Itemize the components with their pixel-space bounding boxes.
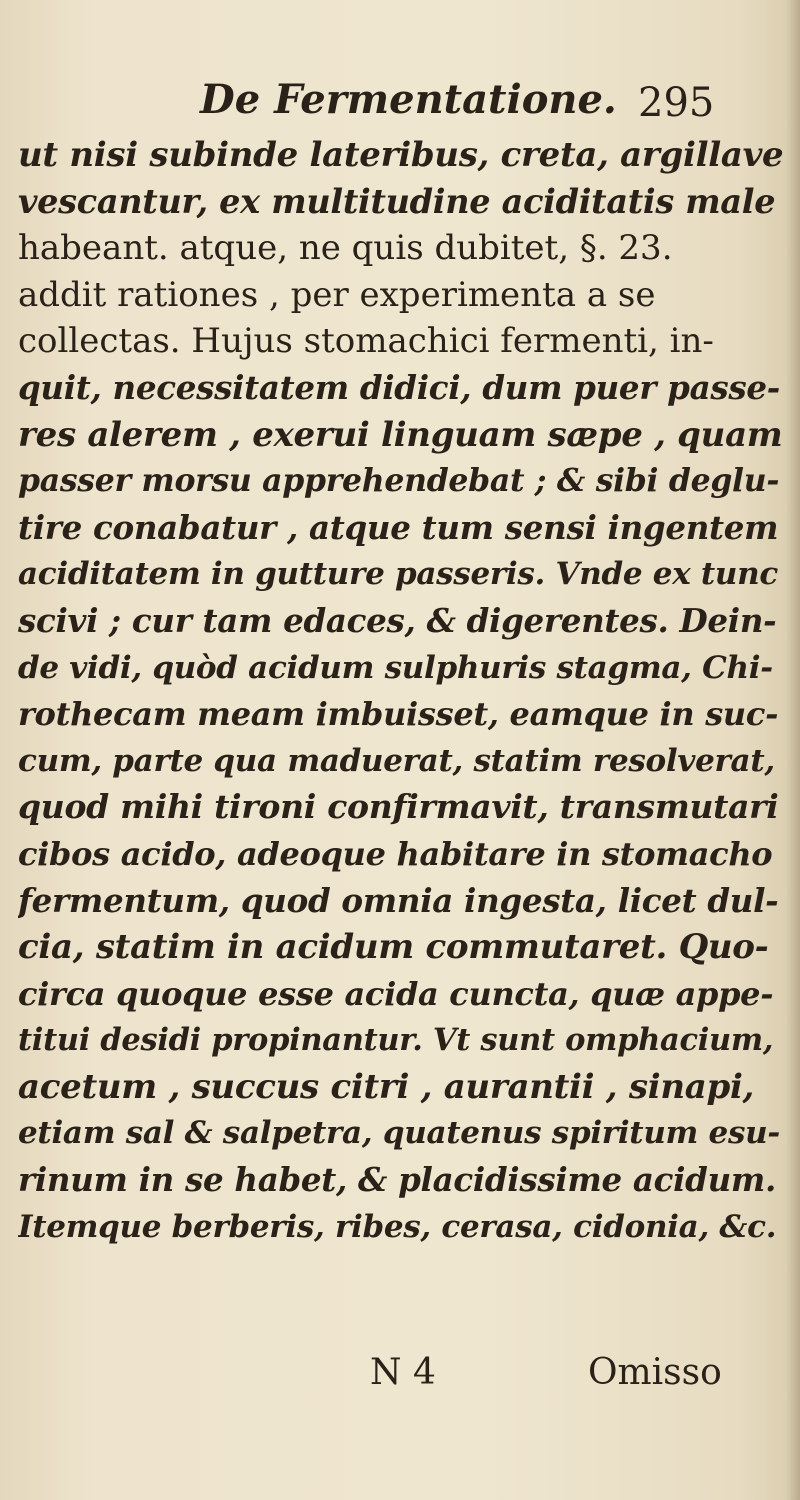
text-line: vescantur, ex multitudine aciditatis male <box>18 181 776 221</box>
text-line: res alerem , exerui linguam sæpe , quam <box>18 414 783 455</box>
page-edge-shadow <box>786 0 800 1500</box>
text-line: acetum , succus citri , aurantii , sinapi, <box>18 1066 755 1107</box>
text-line: cia, statim in acidum commutaret. Quo- <box>18 927 769 968</box>
text-line: de vidi, quòd acidum sulphuris stagma, Chi- <box>18 649 773 686</box>
page-header <box>200 70 780 130</box>
text-line: cum, parte qua maduerat, statim resolverat, <box>18 742 775 779</box>
text-line: passer morsu apprehendebat ; & sibi deglu- <box>18 462 780 500</box>
signature-mark: N 4 <box>370 1352 436 1393</box>
text-line: collectas. Hujus stomachici fermenti, in- <box>18 321 714 362</box>
text-line: habeant. atque, ne quis dubitet, §. 23. <box>18 228 673 269</box>
text-line: cibos acido, adeoque habitare in stomacho <box>18 834 773 873</box>
text-line: circa quoque esse acida cuncta, quæ appe- <box>18 974 774 1013</box>
body-text <box>18 132 783 1250</box>
text-line: rothecam meam imbuisset, eamque in suc- <box>18 695 779 734</box>
running-title: De Fermentatione. <box>200 76 617 123</box>
page-number: 295 <box>638 80 715 126</box>
catchword: Omisso <box>588 1352 722 1393</box>
text-line: addit rationes , per experimenta a se <box>18 274 656 315</box>
text-line: tire conabatur , atque tum sensi ingentem <box>18 507 779 547</box>
text-line: titui desidi propinantur. Vt sunt omphacium, <box>18 1022 774 1059</box>
text-line: fermentum, quod omnia ingesta, licet dul- <box>18 880 779 920</box>
text-line: Itemque berberis, ribes, cerasa, cidonia, &c. <box>18 1208 777 1245</box>
text-line: quit, necessitatem didici, dum puer passe- <box>18 367 780 407</box>
text-line: ut nisi subinde lateribus, creta, argillave <box>18 135 783 175</box>
text-line: quod mihi tironi confirmavit, transmutari <box>18 787 779 827</box>
text-line: scivi ; cur tam edaces, & digerentes. Dein- <box>18 600 777 640</box>
text-line: etiam sal & salpetra, quatenus spiritum esu- <box>18 1115 780 1152</box>
text-line: rinum in se habet, & placidissime acidum. <box>18 1160 777 1200</box>
text-line: aciditatem in gutture passeris. Vnde ex tunc <box>18 556 778 593</box>
